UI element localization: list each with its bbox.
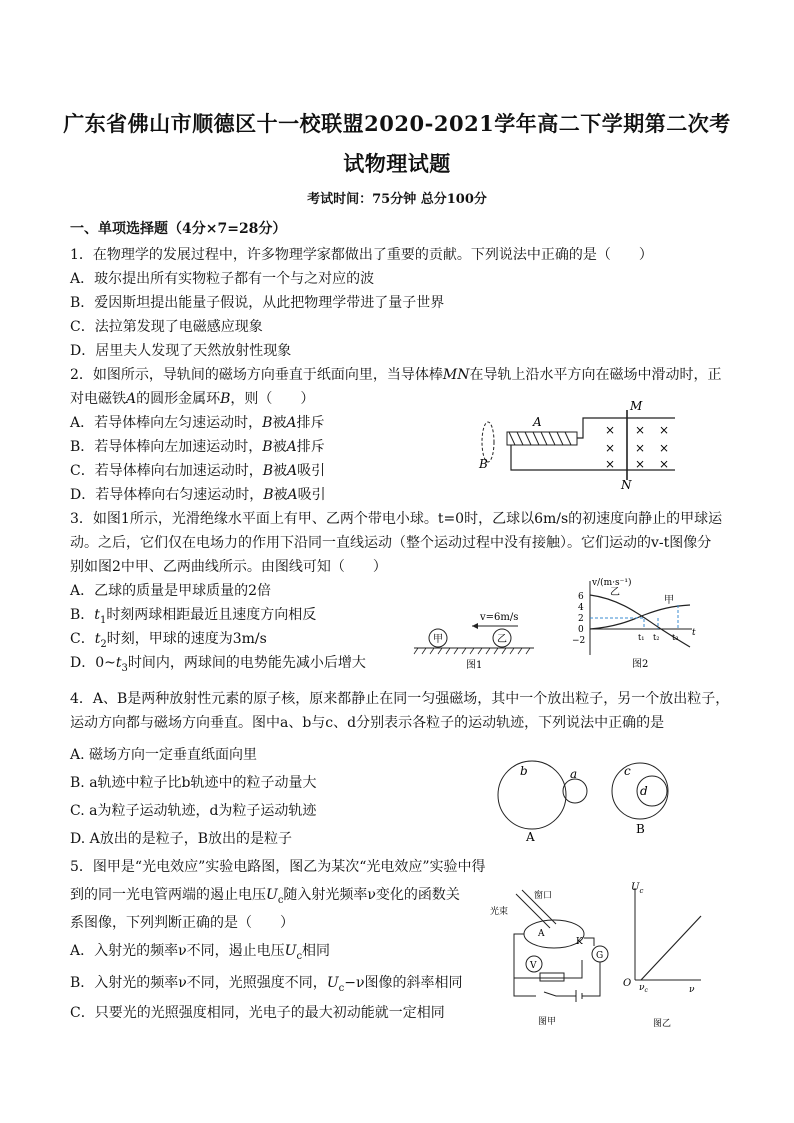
q2-stem-line1: 2．如图所示，导轨间的磁场方向垂直于纸面向里，当导体棒MN在导轨上沿水平方向在磁场中滑动时，正 (70, 367, 722, 383)
ytick-4: 4 (578, 603, 584, 613)
figure-yi-caption: 图乙 (653, 1019, 672, 1029)
q1-option-a: A．玻尔提出所有实物粒子都有一个与之对应的波 (70, 271, 375, 287)
q3-stem-line1: 3．如图1所示，光滑绝缘水平面上有甲、乙两个带电小球。t=0时，乙球以6m/s的初速度向静止的甲球运 (70, 511, 723, 527)
electromagnet-coil (507, 432, 577, 445)
q5-figure-jia (486, 878, 612, 1030)
window-label: 窗口 (534, 891, 553, 901)
q2-figure (475, 398, 695, 490)
ground-hatching (414, 648, 530, 654)
ytick-0: 0 (578, 625, 584, 635)
ytick-6: 6 (578, 592, 584, 602)
q2-option-a: A．若导体棒向左匀速运动时，B被A排斥 (70, 415, 325, 431)
svg-text:×: × (635, 457, 646, 471)
svg-text:×: × (605, 441, 616, 455)
q2-stem-line2: 对电磁铁A的圆形金属环B，则（ ） (70, 391, 315, 407)
q3-figure1 (410, 600, 540, 672)
xtick-t3: t₃ (672, 633, 679, 642)
beam-label: 光束 (490, 907, 509, 917)
threshold-label: $\nu_c$ (639, 983, 648, 994)
q5-stem-line2: 到的同一光电管两端的遏止电压$U_c$随入射光频率ν变化的函数关 (70, 887, 460, 906)
q4-stem-line2: 运动方向都与磁场方向垂直。图中a、b与c、d分别表示各粒子的运动轨迹，下列说法中正确的是 (70, 715, 665, 731)
q5-option-a: A．入射光的频率ν不同，遏止电压$U_c$相同 (70, 943, 331, 962)
label-n: N (621, 478, 632, 490)
q3-option-b: B．$t_1$时刻两球相距最近且速度方向相反 (70, 607, 317, 626)
q3-stem-line3: 别如图2中甲、乙两曲线所示。由图线可知（ ） (70, 559, 387, 575)
galvanometer-label: G (596, 951, 604, 961)
label-ring-b: B (479, 457, 488, 471)
label-m: M (630, 399, 643, 413)
label-b: b (520, 764, 528, 778)
ball-yi-label: 乙 (497, 634, 507, 645)
exam-info: 考试时间：75分钟 总分100分 (307, 192, 487, 207)
origin-label: O (623, 978, 632, 989)
nu-axis-label: ν (689, 985, 695, 995)
svg-text:×: × (635, 423, 646, 437)
label-a: a (570, 767, 578, 781)
svg-text:×: × (659, 457, 670, 471)
q1-option-b: B．爱因斯坦提出能量子假说，从此把物理学带进了量子世界 (70, 295, 445, 311)
figure-jia-caption: 图甲 (538, 1017, 557, 1027)
magnetic-field-crosses (605, 423, 669, 471)
ball-jia-label: 甲 (433, 634, 443, 645)
q1-option-d: D．居里夫人发现了天然放射性现象 (70, 343, 292, 359)
exam-title-line1: 广东省佛山市顺德区十一校联盟2020-2021学年高二下学期第二次考 (63, 111, 731, 136)
figure2-caption: 图2 (632, 659, 649, 670)
q2-option-d: D．若导体棒向右匀速运动时，B被A吸引 (70, 487, 326, 503)
svg-text:×: × (659, 441, 670, 455)
svg-text:×: × (659, 423, 670, 437)
q4-option-c: C. a为粒子运动轨迹，d为粒子运动轨迹 (70, 803, 317, 819)
anode-label: A (538, 929, 545, 939)
metal-ring-b (482, 422, 494, 462)
svg-text:×: × (635, 441, 646, 455)
q2-option-b: B．若导体棒向左加速运动时，B被A排斥 (70, 439, 325, 455)
caption-a: A (526, 830, 535, 844)
caption-b: B (636, 822, 645, 836)
vt-y-label: v/(m·s⁻¹) (592, 578, 632, 588)
q4-stem-line1: 4．A、B是两种放射性元素的原子核，原来都静止在同一匀强磁场，其中一个放出粒子，另一个放出粒子， (70, 691, 730, 707)
uc-nu-line (641, 916, 701, 980)
curve-yi-label: 乙 (610, 587, 620, 598)
q4-figure (490, 755, 700, 845)
rheostat (540, 973, 564, 981)
track-a (563, 779, 587, 803)
q5-stem-line3: 系图像，下列判断正确的是（ ） (70, 915, 294, 931)
q3-stem-line2: 动。之后，它们仅在电场力的作用下沿同一直线运动（整个运动过程中没有接触）。它们运动的v-t图像分 (70, 535, 712, 551)
track-b (498, 761, 566, 829)
phototube (524, 920, 584, 948)
xtick-t2: t₂ (653, 633, 660, 642)
exam-title-line2: 试物理试题 (343, 151, 451, 176)
section-heading: 一、单项选择题（4分×7=28分） (70, 221, 287, 237)
svg-text:×: × (605, 457, 616, 471)
curve-jia (590, 605, 690, 629)
cathode-label: K (576, 937, 583, 947)
velocity-arrowhead (472, 623, 478, 629)
q5-option-b: B．入射光的频率ν不同，光照强度不同，$U_c-\nu$图像的斜率相同 (70, 975, 463, 994)
q3-figure2 (560, 575, 700, 675)
curve-jia-label: 甲 (664, 595, 674, 606)
q5-option-c: C．只要光的光照强度相同，光电子的最大初动能就一定相同 (70, 1005, 445, 1021)
ytick-neg2: −2 (572, 636, 586, 646)
q3-option-d: D．$0\sim t_3$时间内，两球间的电势能先减小后增大 (70, 655, 366, 674)
q5-stem-line1: 5．图甲是“光电效应”实验电路图，图乙为某次“光电效应”实验中得 (70, 859, 486, 875)
label-magnet-a: A (533, 415, 542, 429)
voltmeter-label: V (530, 961, 537, 971)
q2-option-c: C．若导体棒向右加速运动时，B被A吸引 (70, 463, 326, 479)
q5-figure-yi (615, 880, 705, 1030)
q1-stem: 1．在物理学的发展过程中，许多物理学家都做出了重要的贡献。下列说法中正确的是（ ） (70, 247, 653, 263)
svg-text:×: × (605, 423, 616, 437)
velocity-label: v=6m/s (480, 612, 519, 623)
q1-option-c: C．法拉第发现了电磁感应现象 (70, 319, 263, 335)
vt-x-label: t (692, 628, 696, 638)
label-c: c (624, 764, 631, 778)
q4-option-d: D. A放出的是粒子，B放出的是粒子 (70, 831, 293, 847)
xtick-t1: t₁ (638, 633, 645, 642)
label-d: d (640, 784, 648, 798)
uc-axis-label: $U_c$ (631, 882, 644, 895)
ytick-2: 2 (578, 614, 584, 624)
q3-option-c: C．$t_2$时刻，甲球的速度为3m/s (70, 631, 267, 650)
q4-option-a: A. 磁场方向一定垂直纸面向里 (70, 747, 258, 763)
figure1-caption: 图1 (466, 660, 483, 671)
q4-option-b: B. a轨迹中粒子比b轨迹中的粒子动量大 (70, 775, 317, 791)
q3-option-a: A．乙球的质量是甲球质量的2倍 (70, 583, 272, 599)
